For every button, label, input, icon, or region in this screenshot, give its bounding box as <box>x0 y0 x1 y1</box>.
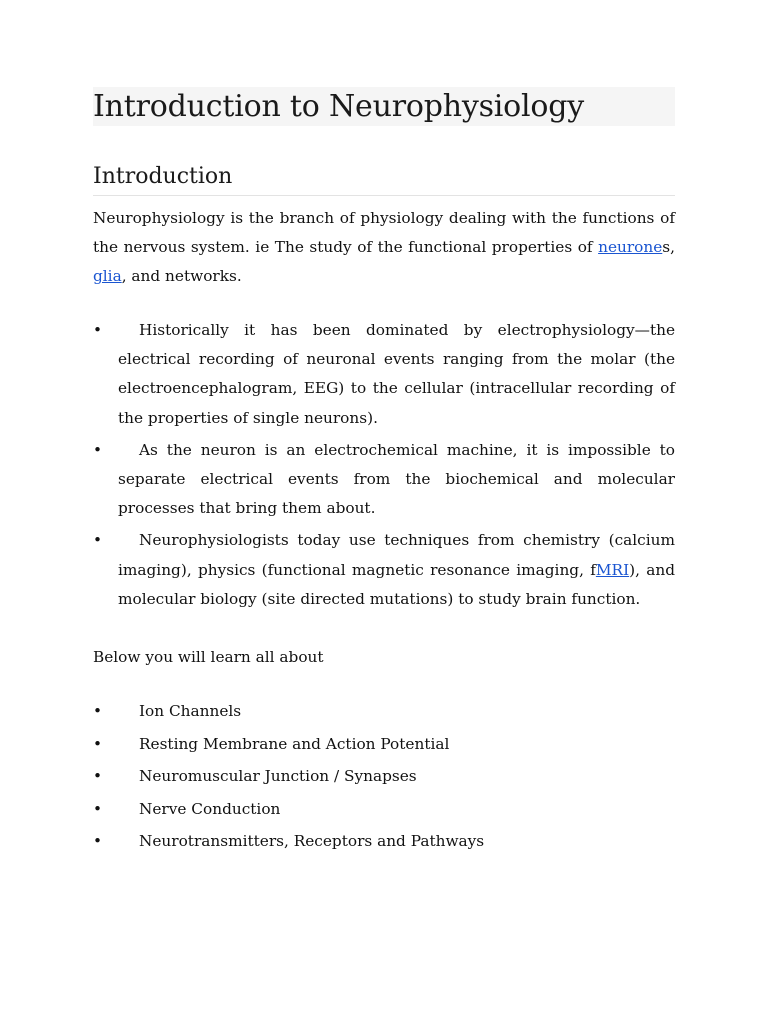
topic-resting-membrane: Resting Membrane and Action Potential <box>139 734 450 753</box>
intro-text-after: , and networks. <box>121 267 242 286</box>
topic-nerve-conduction: Nerve Conduction <box>139 799 281 818</box>
page-title: Introduction to Neurophysiology <box>93 89 585 124</box>
mri-link[interactable]: MRI <box>595 560 630 579</box>
topic-neurotransmitters: Neurotransmitters, Receptors and Pathways <box>139 832 485 850</box>
bullet-text: As the neuron is an electrochemical machine, it is impossible to separate electrical events from the biochemical and molecular processes that bring them about. <box>118 440 675 518</box>
bullet-marker: • <box>93 531 103 550</box>
bullet-text: Historically it has been dominated by electrophysiology—the electrical recording of neuronal events ranging from the molar (the electroencephalogram, EEG) to the cellular (intracellular recording of the properties of single neurons). <box>118 321 675 427</box>
intro-text-before: Neurophysiology is the branch of physiology dealing with the functions of the nervous system. ie The study of the functional properties of <box>93 209 675 257</box>
bullet-marker: • <box>93 734 103 753</box>
bullet-marker: • <box>93 799 103 818</box>
list-item <box>93 436 675 524</box>
list-item <box>93 730 675 759</box>
bullet-text-before: Neurophysiologists today use techniques from chemistry (calcium imaging), physics (functional magnetic resonance imaging, f <box>118 531 675 579</box>
list-item <box>93 795 675 824</box>
list-item <box>93 526 675 614</box>
topic-neuromuscular-junction: Neuromuscular Junction / Synapses <box>139 767 417 785</box>
topic-list <box>93 697 675 860</box>
bullet-marker: • <box>93 321 103 339</box>
neurone-link[interactable]: neurone <box>598 238 663 257</box>
intro-text-s: s, <box>662 238 675 257</box>
bullet-marker: • <box>93 767 103 785</box>
list-item <box>93 316 675 433</box>
section-heading: Introduction <box>93 162 675 196</box>
below-paragraph: Below you will learn all about <box>93 648 324 666</box>
list-item <box>93 827 675 856</box>
bullet-marker: • <box>93 702 103 720</box>
bullet-marker: • <box>93 440 103 459</box>
bullet-text-after: ), and molecular biology (site directed mutations) to study brain function. <box>118 560 675 608</box>
glia-link[interactable]: glia <box>93 267 122 286</box>
list-item <box>93 697 675 726</box>
list-item <box>93 762 675 791</box>
bullet-marker: • <box>93 832 103 850</box>
topic-ion-channels: Ion Channels <box>139 702 242 720</box>
fact-bullet-list <box>93 316 675 617</box>
intro-paragraph <box>93 204 675 292</box>
